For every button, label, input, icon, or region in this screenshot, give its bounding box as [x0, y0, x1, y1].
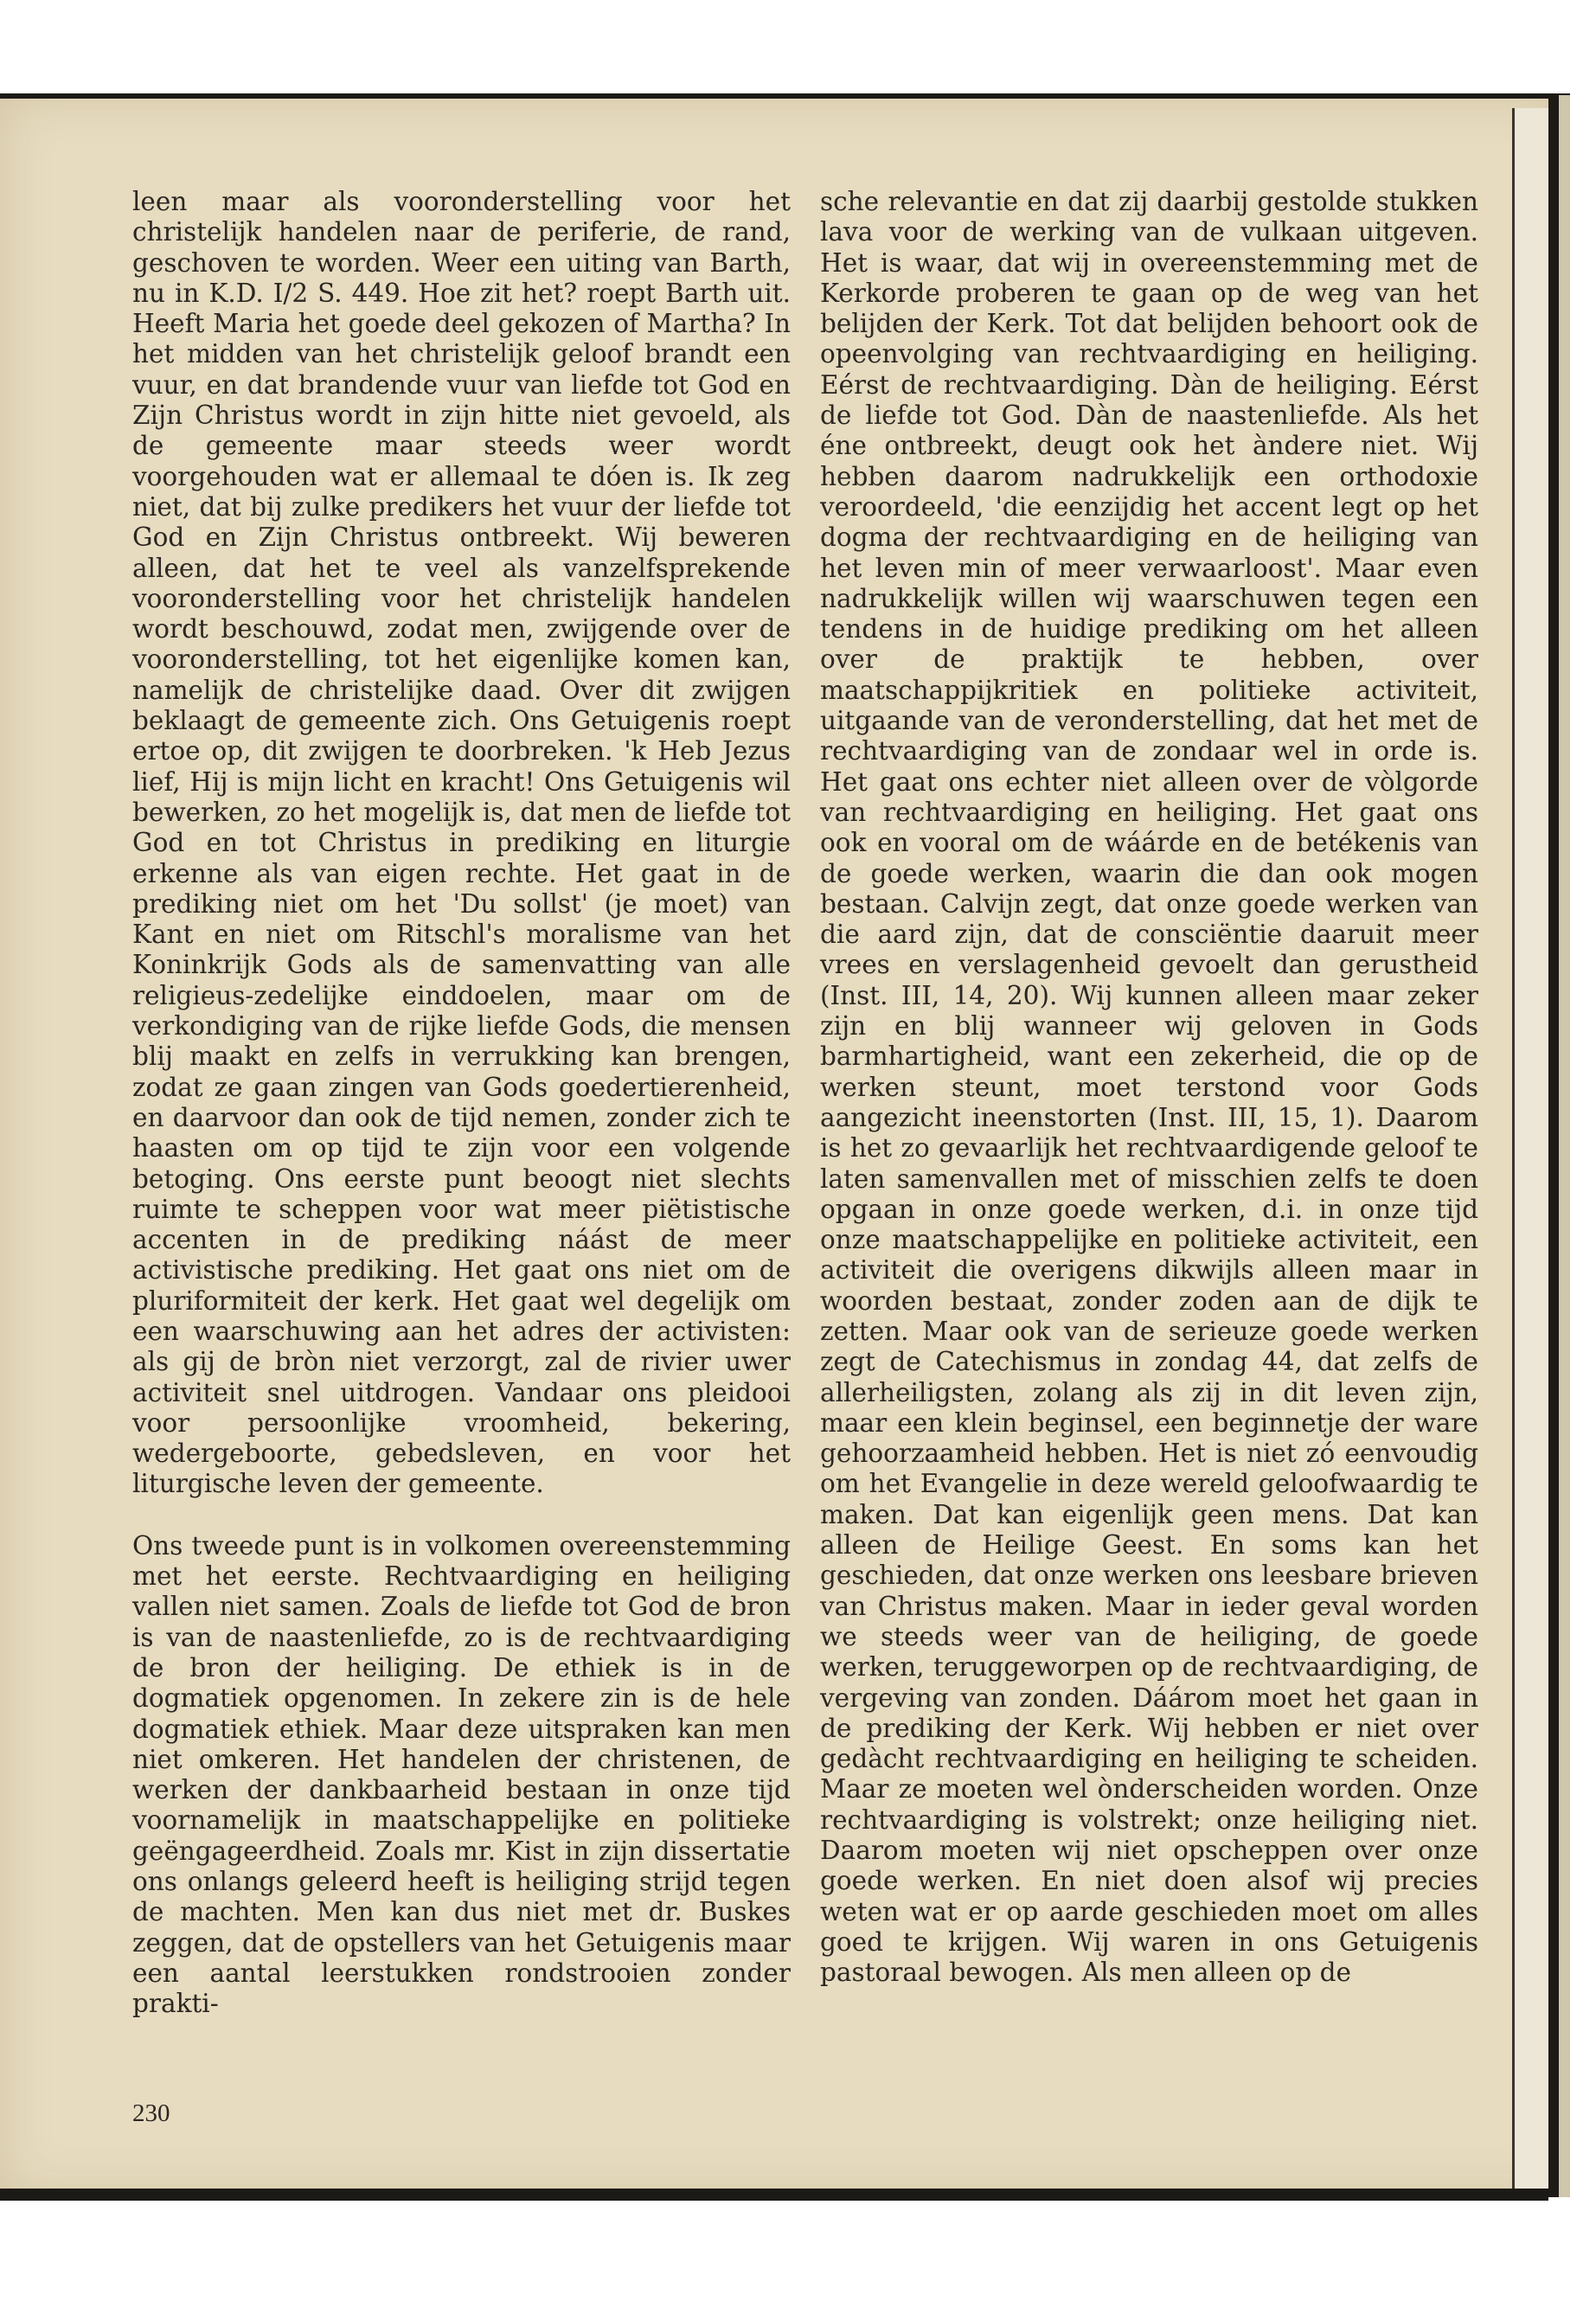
page-right-margin	[1559, 95, 1570, 2197]
left-paragraph-2: Ons tweede punt is in volkomen overeenstemming met het eerste. Rechtvaardiging en heiliging vallen niet samen. Zoals de liefde tot God de bron is van de naastenliefde, zo is de rechtvaardiging de bron der heiliging. De ethiek is in de dogmatiek opgenomen. In zekere zin is de hele dogmatiek ethiek. Maar deze uitspraken kan men niet omkeren. Het handelen der christenen, de werken der dankbaarheid bestaan in onze tijd voornamelijk in maatschappelijke en politieke geëngageerdheid. Zoals mr. Kist in zijn dissertatie ons onlangs geleerd heeft is heiliging strijd tegen de machten. Men kan dus niet met dr. Buskes zeggen, dat de opstellers van het Getuigenis maar een aantal leerstukken rondstrooien zonder prakti-	[132, 1530, 791, 2019]
page-number: 230	[132, 2099, 170, 2127]
adjacent-page-strip	[1512, 108, 1553, 2189]
left-paragraph-1: leen maar als vooronderstelling voor het christelijk handelen naar de periferie, de rand, geschoven te worden. Weer een uiting van Barth, nu in K.D. I/2 S. 449. Hoe zit het? roept Barth uit. Heeft Maria het goede deel gekozen of Martha? In het midden van het christelijk geloof brandt een vuur, en dat brandende vuur van liefde tot God en Zijn Christus wordt in zijn hitte niet gevoeld, als de gemeente maar steeds weer wordt voorgehouden wat er allemaal te dóen is. Ik zeg niet, dat bij zulke predikers het vuur der liefde tot God en Zijn Christus ontbreekt. Wij beweren alleen, dat het te veel als vanzelfsprekende vooronderstelling voor het christelijk handelen wordt beschouwd, zodat men, zwijgende over de vooronderstelling, tot het eigenlijke komen kan, namelijk de christelijke daad. Over dit zwijgen beklaagt de gemeente zich. Ons Getuigenis roept ertoe op, dit zwijgen te doorbreken. 'k Heb Jezus lief, Hij is mijn licht en kracht! Ons Getuigenis wil bewerken, zo het mogelijk is, dat men de liefde tot God en tot Christus in prediking en liturgie erkenne als van eigen rechte. Het gaat in de prediking niet om het 'Du sollst' (je moet) van Kant en niet om Ritschl's moralisme van het Koninkrijk Gods als de samenvatting van alle religieus-zedelijke einddoelen, maar om de verkondiging van de rijke liefde Gods, die mensen blij maakt en zelfs in verrukking kan brengen, zodat ze gaan zingen van Gods goedertierenheid, en daarvoor dan ook de tijd nemen, zonder zich te haasten om op tijd te zijn voor een volgende betoging. Ons eerste punt beoogt niet slechts ruimte te scheppen voor wat meer piëtistische accenten in de prediking náást de meer activistische prediking. Het gaat ons niet om de pluriformiteit der kerk. Het gaat wel degelijk om een waarschuwing aan het adres der activisten: als gij de bròn niet verzorgt, zal de rivier uwer activiteit snel uitdrogen. Vandaar ons pleidooi voor persoonlijke vroomheid, bekering, wedergeboorte, gebedsleven, en voor het liturgische leven der gemeente.	[132, 187, 791, 1499]
right-column	[820, 187, 1478, 1989]
right-paragraph-1: sche relevantie en dat zij daarbij gestolde stukken lava voor de werking van de vulkaan uitgeven. Het is waar, dat wij in overeenstemming met de Kerkorde proberen te gaan op de weg van het belijden der Kerk. Tot dat belijden behoort ook de opeenvolging van rechtvaardiging en heiliging. Eérst de rechtvaardiging. Dàn de heiliging. Eérst de liefde tot God. Dàn de naastenliefde. Als het éne ontbreekt, deugt ook het àndere niet. Wij hebben daarom nadrukkelijk een orthodoxie veroordeeld, 'die eenzijdig het accent legt op het dogma der rechtvaardiging en de heiliging van het leven min of meer verwaarloost'. Maar even nadrukkelijk willen wij waarschuwen tegen een tendens in de huidige prediking om het alleen over de praktijk te hebben, over maatschappijkritiek en politieke activiteit, uitgaande van de veronderstelling, dat het met de rechtvaardiging van de zondaar wel in orde is. Het gaat ons echter niet alleen over de vòlgorde van rechtvaardiging en heiliging. Het gaat ons ook en vooral om de wáárde en de betékenis van de goede werken, waarin die dan ook mogen bestaan. Calvijn zegt, dat onze goede werken van die aard zijn, dat de consciëntie daaruit meer vrees en verslagenheid gevoelt dan gerustheid (Inst. III, 14, 20). Wij kunnen alleen maar zeker zijn en blij wanneer wij geloven in Gods barmhartigheid, want een zekerheid, die op de werken steunt, moet terstond voor Gods aangezicht ineenstorten (Inst. III, 15, 1). Daarom is het zo gevaarlijk het rechtvaardigende geloof te laten samenvallen met of misschien zelfs te doen opgaan in onze goede werken, d.i. in onze tijd onze maatschappelijke en politieke activiteit, een activiteit die overigens dikwijls alleen maar in woorden bestaat, zonder zoden aan de dijk te zetten. Maar ook van de serieuze goede werken zegt de Catechismus in zondag 44, dat zelfs de allerheiligsten, zolang als zij in dit leven zijn, maar een klein beginsel, een beginnetje der ware gehoorzaamheid hebben. Het is niet zó eenvoudig om het Evangelie in deze wereld geloofwaardig te maken. Dat kan eigenlijk geen mens. Dat kan alleen de Heilige Geest. En soms kan het geschieden, dat onze werken ons leesbare brieven van Christus maken. Maar in ieder geval worden we steeds weer van de heiliging, de goede werken, teruggeworpen op de rechtvaardiging, de vergeving van zonden. Dáárom moet het gaan in de prediking der Kerk. Wij hebben er niet over gedàcht rechtvaardiging en heiliging te scheiden. Maar ze moeten wel ònderscheiden worden. Onze rechtvaardiging is volstrekt; onze heiliging niet. Daarom moeten wij niet opscheppen over onze goede werken. En niet doen alsof wij precies weten wat er op aarde geschieden moet om alles goed te krijgen. Wij waren in ons Getuigenis pastoraal bewogen. Als men alleen op de	[820, 187, 1478, 1988]
left-column	[132, 187, 791, 2020]
page-top-edge	[0, 93, 1570, 99]
page-bottom-edge	[0, 2189, 1548, 2201]
page-right-edge	[1548, 95, 1559, 2197]
